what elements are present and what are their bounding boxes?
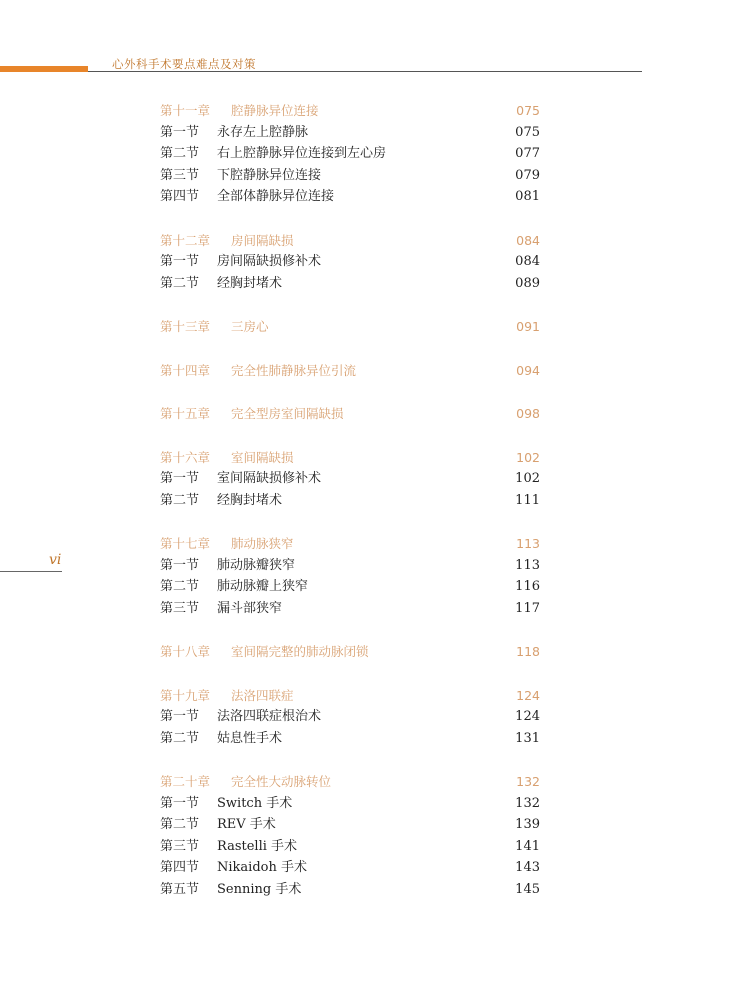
toc-chapter-entry[interactable] xyxy=(160,641,540,663)
toc-section-entry[interactable] xyxy=(160,555,540,577)
chapter-title: 完全性肺静脉异位引流 xyxy=(231,362,357,378)
page-number-rule xyxy=(0,571,62,572)
section-number: 第三节 xyxy=(160,838,200,854)
section-number: 第二节 xyxy=(160,579,200,594)
chapter-number: 第十四章 xyxy=(160,362,211,378)
section-number: 第四节 xyxy=(160,189,200,204)
section-page-number: 143 xyxy=(515,860,540,875)
section-title: 法洛四联症根治术 xyxy=(217,709,322,724)
chapter-title: 房间隔缺损 xyxy=(231,232,294,248)
toc-section-entry[interactable] xyxy=(160,576,540,598)
toc-chapter-entry[interactable] xyxy=(160,771,540,793)
chapter-spacer xyxy=(160,663,540,685)
section-page-number: 139 xyxy=(515,817,540,832)
section-title: 经胸封堵术 xyxy=(217,492,283,508)
chapter-page-number: 075 xyxy=(516,103,540,118)
chapter-number: 第十七章 xyxy=(160,536,211,551)
chapter-title: 法洛四联症 xyxy=(231,687,294,703)
chapter-page-number: 118 xyxy=(516,644,540,659)
toc-section-entry[interactable] xyxy=(160,728,540,750)
toc-section-entry[interactable] xyxy=(160,793,540,815)
chapter-number: 第十六章 xyxy=(160,449,211,465)
toc-section-entry[interactable] xyxy=(160,165,540,187)
toc-chapter-entry[interactable] xyxy=(160,403,540,425)
section-title: Switch 手术 xyxy=(217,795,293,811)
toc-chapter-entry[interactable] xyxy=(160,316,540,338)
toc-chapter-entry[interactable] xyxy=(160,230,540,252)
running-header-title: 心外科手术要点难点及对策 xyxy=(112,57,256,71)
section-number: 第四节 xyxy=(160,860,200,875)
toc-section-entry[interactable] xyxy=(160,468,540,490)
section-title: Nikaidoh 手术 xyxy=(217,860,307,875)
chapter-title: 肺动脉狭窄 xyxy=(231,536,294,551)
toc-section-entry[interactable] xyxy=(160,814,540,836)
section-title: 漏斗部狭窄 xyxy=(217,600,283,616)
section-page-number: 081 xyxy=(515,189,540,204)
chapter-title: 室间隔缺损 xyxy=(231,449,294,465)
chapter-number: 第十五章 xyxy=(160,406,211,421)
section-number: 第一节 xyxy=(160,471,200,486)
section-page-number: 132 xyxy=(515,795,540,811)
chapter-spacer xyxy=(160,511,540,533)
section-page-number: 102 xyxy=(515,471,540,486)
section-number: 第二节 xyxy=(160,492,200,508)
toc-section-entry[interactable] xyxy=(160,598,540,620)
chapter-number: 第十八章 xyxy=(160,644,211,659)
toc-chapter-entry[interactable] xyxy=(160,100,540,122)
section-number: 第二节 xyxy=(160,275,200,291)
toc-section-entry[interactable] xyxy=(160,251,540,273)
section-title: 全部体静脉异位连接 xyxy=(217,189,335,204)
chapter-spacer xyxy=(160,294,540,316)
section-page-number: 077 xyxy=(515,146,540,161)
chapter-page-number: 094 xyxy=(516,362,540,378)
section-number: 第一节 xyxy=(160,557,200,573)
section-page-number: 116 xyxy=(515,579,540,594)
toc-chapter-entry[interactable] xyxy=(160,533,540,555)
chapter-title: 三房心 xyxy=(231,319,269,334)
chapter-number: 第十九章 xyxy=(160,687,211,703)
section-title: 下腔静脉异位连接 xyxy=(217,167,322,183)
section-title: 室间隔缺损修补术 xyxy=(217,471,322,486)
toc-section-entry[interactable] xyxy=(160,857,540,879)
toc-section-entry[interactable] xyxy=(160,836,540,858)
chapter-page-number: 132 xyxy=(516,774,540,789)
section-number: 第五节 xyxy=(160,881,200,897)
chapter-page-number: 102 xyxy=(516,449,540,465)
section-title: Rastelli 手术 xyxy=(217,838,298,854)
toc-section-entry[interactable] xyxy=(160,122,540,144)
section-title: 永存左上腔静脉 xyxy=(217,124,309,140)
chapter-spacer xyxy=(160,749,540,771)
section-page-number: 084 xyxy=(515,254,540,269)
chapter-number: 第十二章 xyxy=(160,232,211,248)
section-number: 第一节 xyxy=(160,709,200,724)
toc-section-entry[interactable] xyxy=(160,706,540,728)
section-number: 第二节 xyxy=(160,146,200,161)
section-title: 肺动脉瓣上狭窄 xyxy=(217,579,309,594)
section-page-number: 145 xyxy=(515,881,540,897)
section-title: 经胸封堵术 xyxy=(217,275,283,291)
chapter-spacer xyxy=(160,338,540,360)
chapter-spacer xyxy=(160,381,540,403)
section-page-number: 089 xyxy=(515,275,540,291)
section-page-number: 141 xyxy=(515,838,540,854)
chapter-page-number: 091 xyxy=(516,319,540,334)
toc-section-entry[interactable] xyxy=(160,879,540,901)
section-title: 房间隔缺损修补术 xyxy=(217,254,322,269)
section-page-number: 079 xyxy=(515,167,540,183)
section-page-number: 075 xyxy=(515,124,540,140)
toc-section-entry[interactable] xyxy=(160,143,540,165)
chapter-spacer xyxy=(160,619,540,641)
chapter-title: 完全性大动脉转位 xyxy=(231,774,332,789)
section-title: 姑息性手术 xyxy=(217,730,283,746)
chapter-number: 第二十章 xyxy=(160,774,211,789)
section-number: 第三节 xyxy=(160,167,200,183)
chapter-title: 完全型房室间隔缺损 xyxy=(231,406,344,421)
section-title: 右上腔静脉异位连接到左心房 xyxy=(217,146,387,161)
chapter-spacer xyxy=(160,425,540,447)
toc-chapter-entry[interactable] xyxy=(160,360,540,382)
section-number: 第二节 xyxy=(160,730,200,746)
section-number: 第一节 xyxy=(160,254,200,269)
toc-section-entry[interactable] xyxy=(160,186,540,208)
section-page-number: 117 xyxy=(515,600,540,616)
chapter-spacer xyxy=(160,208,540,230)
section-number: 第一节 xyxy=(160,795,200,811)
toc-chapter-entry[interactable] xyxy=(160,447,540,469)
chapter-page-number: 098 xyxy=(516,406,540,421)
toc-section-entry[interactable] xyxy=(160,490,540,512)
chapter-number: 第十一章 xyxy=(160,103,211,118)
table-of-contents xyxy=(160,100,540,900)
toc-section-entry[interactable] xyxy=(160,273,540,295)
chapter-title: 室间隔完整的肺动脉闭锁 xyxy=(231,644,369,659)
toc-chapter-entry[interactable] xyxy=(160,685,540,707)
chapter-page-number: 113 xyxy=(516,536,540,551)
section-number: 第三节 xyxy=(160,600,200,616)
section-page-number: 111 xyxy=(515,492,540,508)
chapter-page-number: 084 xyxy=(516,232,540,248)
section-title: REV 手术 xyxy=(217,817,276,832)
section-page-number: 131 xyxy=(515,730,540,746)
section-page-number: 113 xyxy=(515,557,540,573)
section-title: 肺动脉瓣狭窄 xyxy=(217,557,296,573)
section-title: Senning 手术 xyxy=(217,881,302,897)
page-number: vi xyxy=(49,552,62,568)
chapter-title: 腔静脉异位连接 xyxy=(231,103,319,118)
section-number: 第一节 xyxy=(160,124,200,140)
header-accent-bar xyxy=(0,66,88,72)
chapter-number: 第十三章 xyxy=(160,319,211,334)
chapter-page-number: 124 xyxy=(516,687,540,703)
section-number: 第二节 xyxy=(160,817,200,832)
section-page-number: 124 xyxy=(515,709,540,724)
